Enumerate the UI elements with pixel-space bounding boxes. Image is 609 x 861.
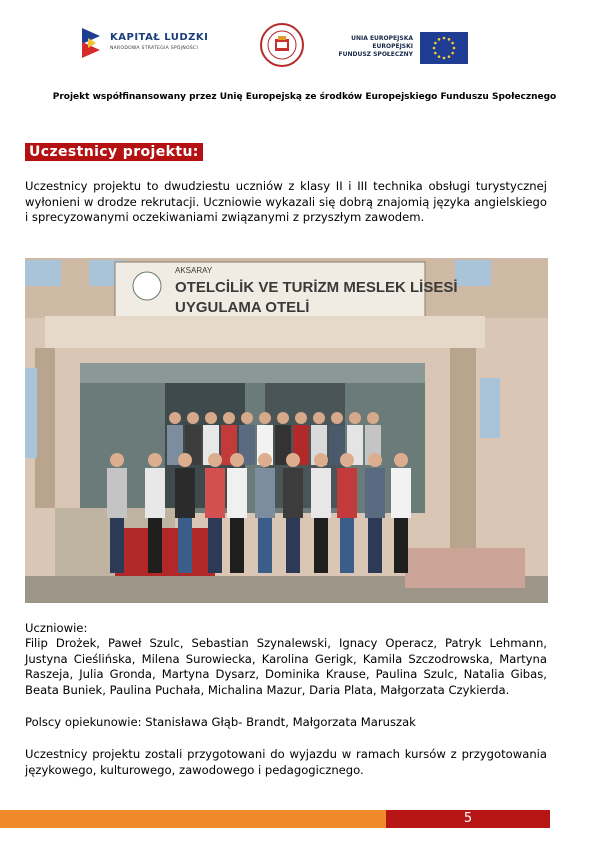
eu-logo-text <box>333 35 413 59</box>
page-header <box>0 0 609 110</box>
students-heading: Uczniowie: <box>25 621 88 635</box>
eu-text-line: EUROPEJSKI <box>372 43 413 50</box>
group-photo <box>25 258 548 603</box>
school-seal-icon <box>259 22 305 68</box>
photo-sign-line1: OTELCİLİK VE TURİZM MESLEK LİSESİ <box>175 279 458 296</box>
footer-bar-orange <box>0 810 386 828</box>
kapital-ludzki-mark-icon <box>80 26 102 60</box>
students-list: Filip Drożek, Paweł Szulc, Sebastian Szynalewski, Ignacy Operacz, Patryk Lehmann, Justyna Cieślińska, Milena Surowiecka, Karolina Gerigk, Kamila Szczodrowska, Martyna Raszeja, Julia Gronda, Martyna Dysarz, Dominika Krause, Paulina Szulc, Natalia Gibas, Beata Buniek, Paulina Puchała, Michalina Mazur, Daria Plata, Małgorzata Czykierda. <box>25 636 547 697</box>
eu-text-line: FUNDUSZ SPOŁECZNY <box>338 51 413 58</box>
intro-paragraph: Uczestnicy projektu to dwudziestu uczniów z klasy II i III technika obsługi turystycznej wyłonieni w drodze rekrutacji. Uczniowie wykazali się dobrą znajomią języka angielskiego i sprecyzowanymi oczekiwaniami związanymi z przyszłym zawodem. <box>25 179 547 225</box>
eu-flag-icon <box>420 32 468 64</box>
project-cofinance-line: Projekt współfinansowany przez Unię Europejską ze środków Europejskiego Funduszu Społecznego <box>52 92 557 102</box>
photo-sign-small: AKSARAY <box>175 266 213 275</box>
kapital-ludzki-subtitle: NARODOWA STRATEGIA SPÓJNOŚCI <box>110 46 199 51</box>
kapital-ludzki-title: KAPITAŁ LUDZKI <box>110 32 209 43</box>
section-title: Uczestnicy projektu: <box>25 143 203 161</box>
kapital-ludzki-logo <box>80 26 210 62</box>
eu-text-line: UNIA EUROPEJSKA <box>351 35 413 42</box>
page-number: 5 <box>386 810 550 828</box>
guardians-line: Polscy opiekunowie: Stanisława Głąb- Brandt, Małgorzata Maruszak <box>25 715 416 729</box>
closing-paragraph: Uczestnicy projektu zostali przygotowani do wyjazdu w ramach kursów z przygotowania językowego, kulturowego, zawodowego i pedagogicznego. <box>25 747 547 777</box>
photo-sign-line2: UYGULAMA OTELİ <box>175 299 310 316</box>
